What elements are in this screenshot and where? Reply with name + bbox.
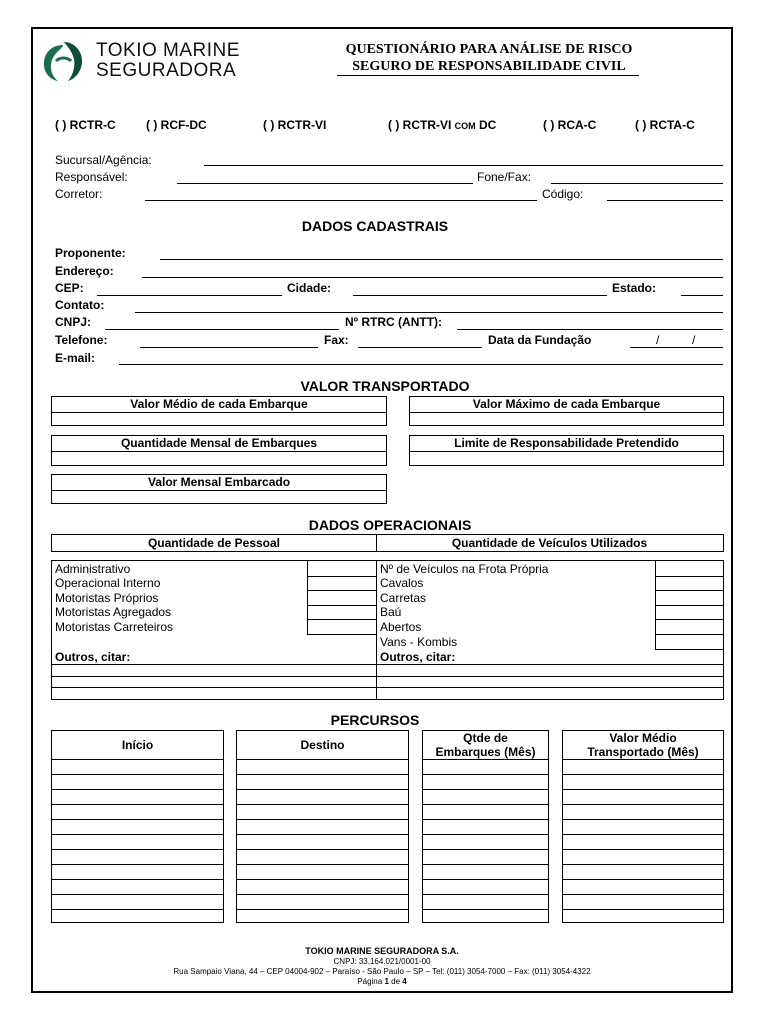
- percurso-row-line: [237, 759, 408, 760]
- option-rcf-dc[interactable]: ( ) RCF-DC: [146, 118, 207, 132]
- percurso-row-line: [423, 774, 548, 775]
- percurso-row-line: [52, 879, 223, 880]
- email-label: E-mail:: [55, 351, 96, 365]
- percurso-row-line: [563, 849, 723, 850]
- percurso-row-line: [52, 894, 223, 895]
- percurso-row-line: [423, 789, 548, 790]
- footer-address: Rua Sampaio Viana, 44 – CEP 04004-902 – Paraíso - São Paulo – SP – Tel: (011) 3054-7000 – Fax: (011) 3054-4322: [173, 967, 591, 976]
- fundacao-label: Data da Fundação: [488, 333, 592, 347]
- percurso-row-line: [52, 759, 223, 760]
- page-number: 1: [384, 977, 389, 986]
- cnpj-field[interactable]: [105, 329, 339, 330]
- percursos-qtde-column[interactable]: [422, 730, 549, 923]
- veiculo-item: Nº de Veículos na Frota Própria: [380, 562, 549, 576]
- logo: [40, 39, 240, 83]
- option-rctr-vi-dc-b: DC: [479, 118, 497, 132]
- telefone-field[interactable]: [140, 347, 318, 348]
- operacionais-header: [51, 534, 724, 552]
- cnpj-label: CNPJ:: [55, 315, 92, 329]
- corretor-label: Corretor:: [55, 187, 103, 201]
- percurso-row-line: [423, 759, 548, 760]
- fax-label: Fax:: [324, 333, 349, 347]
- qtde-header-1: Qtde de: [463, 731, 508, 745]
- percurso-row-line: [237, 789, 408, 790]
- percurso-row-line: [52, 909, 223, 910]
- percurso-row-line: [563, 819, 723, 820]
- percurso-row-line: [563, 879, 723, 880]
- veiculo-item: Cavalos: [380, 576, 424, 590]
- valor-mensal-box[interactable]: [51, 474, 387, 504]
- percurso-row-line: [563, 894, 723, 895]
- veiculo-item: Vans - Kombis: [380, 635, 458, 649]
- valor-header-1: Valor Médio: [609, 731, 677, 745]
- pessoal-item: Motoristas Agregados: [55, 605, 172, 619]
- endereco-field[interactable]: [142, 277, 723, 278]
- percurso-row-line: [237, 864, 408, 865]
- percurso-row-line: [237, 894, 408, 895]
- sucursal-field[interactable]: [204, 165, 723, 166]
- limite-label: Limite de Responsabilidade Pretendido: [454, 436, 679, 450]
- responsavel-field[interactable]: [177, 183, 473, 184]
- fundacao-slash-2: /: [692, 333, 696, 347]
- inicio-header: Início: [121, 738, 154, 752]
- proponente-field[interactable]: [160, 259, 723, 260]
- percurso-row-line: [563, 909, 723, 910]
- sucursal-label: Sucursal/Agência:: [55, 153, 152, 167]
- contato-field[interactable]: [135, 312, 723, 313]
- page-total: 4: [402, 977, 407, 986]
- footer-company: TOKIO MARINE SEGURADORA S.A.: [305, 946, 459, 956]
- percurso-row-line: [563, 864, 723, 865]
- logo-line1: TOKIO MARINE: [96, 40, 240, 61]
- fone-field[interactable]: [551, 183, 723, 184]
- valor-mensal-label: Valor Mensal Embarcado: [147, 475, 291, 489]
- fundacao-slash-1: /: [656, 333, 660, 347]
- pessoal-header: Quantidade de Pessoal: [147, 536, 281, 550]
- percurso-row-line: [52, 849, 223, 850]
- form-title-2: SEGURO DE RESPONSABILIDADE CIVIL: [352, 59, 626, 74]
- percurso-row-line: [237, 909, 408, 910]
- valor-maximo-box[interactable]: [409, 396, 724, 426]
- section-dados-operacionais: DADOS OPERACIONAIS: [308, 517, 472, 533]
- option-rctr-c[interactable]: ( ) RCTR-C: [55, 118, 116, 132]
- percurso-row-line: [423, 909, 548, 910]
- qtde-header-2: Embarques (Mês): [435, 745, 536, 759]
- percurso-row-line: [563, 834, 723, 835]
- section-valor-transportado: VALOR TRANSPORTADO: [300, 378, 470, 394]
- codigo-field[interactable]: [607, 200, 723, 201]
- valor-medio-label: Valor Médio de cada Embarque: [130, 397, 308, 411]
- percurso-row-line: [237, 774, 408, 775]
- pessoal-item: Administrativo: [55, 562, 131, 576]
- percurso-row-line: [52, 774, 223, 775]
- proponente-label: Proponente:: [55, 246, 126, 260]
- option-rctr-vi-dc[interactable]: [388, 118, 496, 133]
- percurso-row-line: [423, 894, 548, 895]
- email-field[interactable]: [119, 364, 723, 365]
- percurso-row-line: [563, 759, 723, 760]
- percurso-row-line: [52, 804, 223, 805]
- percurso-row-line: [237, 804, 408, 805]
- percursos-valor-column[interactable]: [562, 730, 724, 923]
- estado-field[interactable]: [681, 295, 723, 296]
- pessoal-outros-label: Outros, citar:: [55, 650, 131, 664]
- percurso-row-line: [423, 834, 548, 835]
- valor-medio-box[interactable]: [51, 396, 387, 426]
- cidade-field[interactable]: [353, 295, 607, 296]
- cep-label: CEP:: [55, 281, 84, 295]
- veiculo-item: Carretas: [380, 591, 427, 605]
- percurso-row-line: [423, 849, 548, 850]
- fundacao-field[interactable]: [630, 347, 723, 348]
- percurso-row-line: [423, 864, 548, 865]
- corretor-field[interactable]: [145, 200, 537, 201]
- contato-label: Contato:: [55, 298, 105, 312]
- logo-line2: SEGURADORA: [96, 60, 237, 81]
- percurso-row-line: [52, 819, 223, 820]
- veiculo-item: Baú: [380, 605, 402, 619]
- percurso-row-line: [563, 774, 723, 775]
- fone-label: Fone/Fax:: [477, 170, 532, 184]
- option-rca-c[interactable]: ( ) RCA-C: [543, 118, 597, 132]
- percurso-row-line: [423, 879, 548, 880]
- form-title-1: QUESTIONÁRIO PARA ANÁLISE DE RISCO: [345, 42, 633, 57]
- limite-box[interactable]: [409, 435, 724, 466]
- destino-header: Destino: [300, 738, 345, 752]
- veiculos-header: Quantidade de Veículos Utilizados: [451, 536, 648, 550]
- percurso-row-line: [423, 804, 548, 805]
- percurso-row-line: [52, 789, 223, 790]
- veiculos-outros-label: Outros, citar:: [380, 650, 456, 664]
- quantidade-mensal-box[interactable]: [51, 435, 387, 466]
- telefone-label: Telefone:: [55, 333, 108, 347]
- page-prefix: Página: [357, 977, 383, 986]
- percursos-inicio-column[interactable]: [51, 730, 224, 923]
- valor-maximo-label: Valor Máximo de cada Embarque: [472, 397, 661, 411]
- section-percursos: PERCURSOS: [330, 712, 420, 728]
- percurso-row-line: [563, 804, 723, 805]
- endereco-label: Endereço:: [55, 264, 114, 278]
- codigo-label: Código:: [542, 187, 584, 201]
- rtrc-field[interactable]: [457, 329, 723, 330]
- pessoal-item: Operacional Interno: [55, 576, 161, 590]
- cidade-label: Cidade:: [287, 281, 332, 295]
- option-rcta-c[interactable]: ( ) RCTA-C: [635, 118, 695, 132]
- percursos-destino-column[interactable]: [236, 730, 409, 923]
- option-rctr-vi-dc-a: ( ) RCTR-VI: [388, 118, 452, 132]
- option-rctr-vi-dc-com: COM: [454, 121, 476, 131]
- percurso-row-line: [52, 834, 223, 835]
- pessoal-item: Motoristas Carreteiros: [55, 620, 174, 634]
- responsavel-label: Responsável:: [55, 170, 128, 184]
- percurso-row-line: [237, 879, 408, 880]
- percurso-row-line: [237, 819, 408, 820]
- percurso-row-line: [237, 834, 408, 835]
- cep-field[interactable]: [97, 295, 282, 296]
- quantidade-mensal-label: Quantidade Mensal de Embarques: [120, 436, 318, 450]
- fax-field[interactable]: [358, 347, 482, 348]
- percurso-row-line: [237, 849, 408, 850]
- pessoal-item: Motoristas Próprios: [55, 591, 159, 605]
- estado-label: Estado:: [612, 281, 657, 295]
- section-dados-cadastrais: DADOS CADASTRAIS: [301, 218, 449, 234]
- rtrc-label: Nº RTRC (ANTT):: [345, 315, 443, 329]
- percurso-row-line: [423, 819, 548, 820]
- page-of: de: [391, 977, 401, 986]
- veiculo-item: Abertos: [380, 620, 422, 634]
- operacionais-table: [51, 560, 724, 700]
- logo-mark-icon: [40, 39, 86, 83]
- footer-page: [31, 977, 733, 987]
- valor-header-2: Transportado (Mês): [587, 745, 699, 759]
- footer-cnpj: CNPJ: 33.164.021/0001-00: [333, 957, 431, 966]
- percurso-row-line: [563, 789, 723, 790]
- option-rctr-vi[interactable]: ( ) RCTR-VI: [263, 118, 327, 132]
- percurso-row-line: [52, 864, 223, 865]
